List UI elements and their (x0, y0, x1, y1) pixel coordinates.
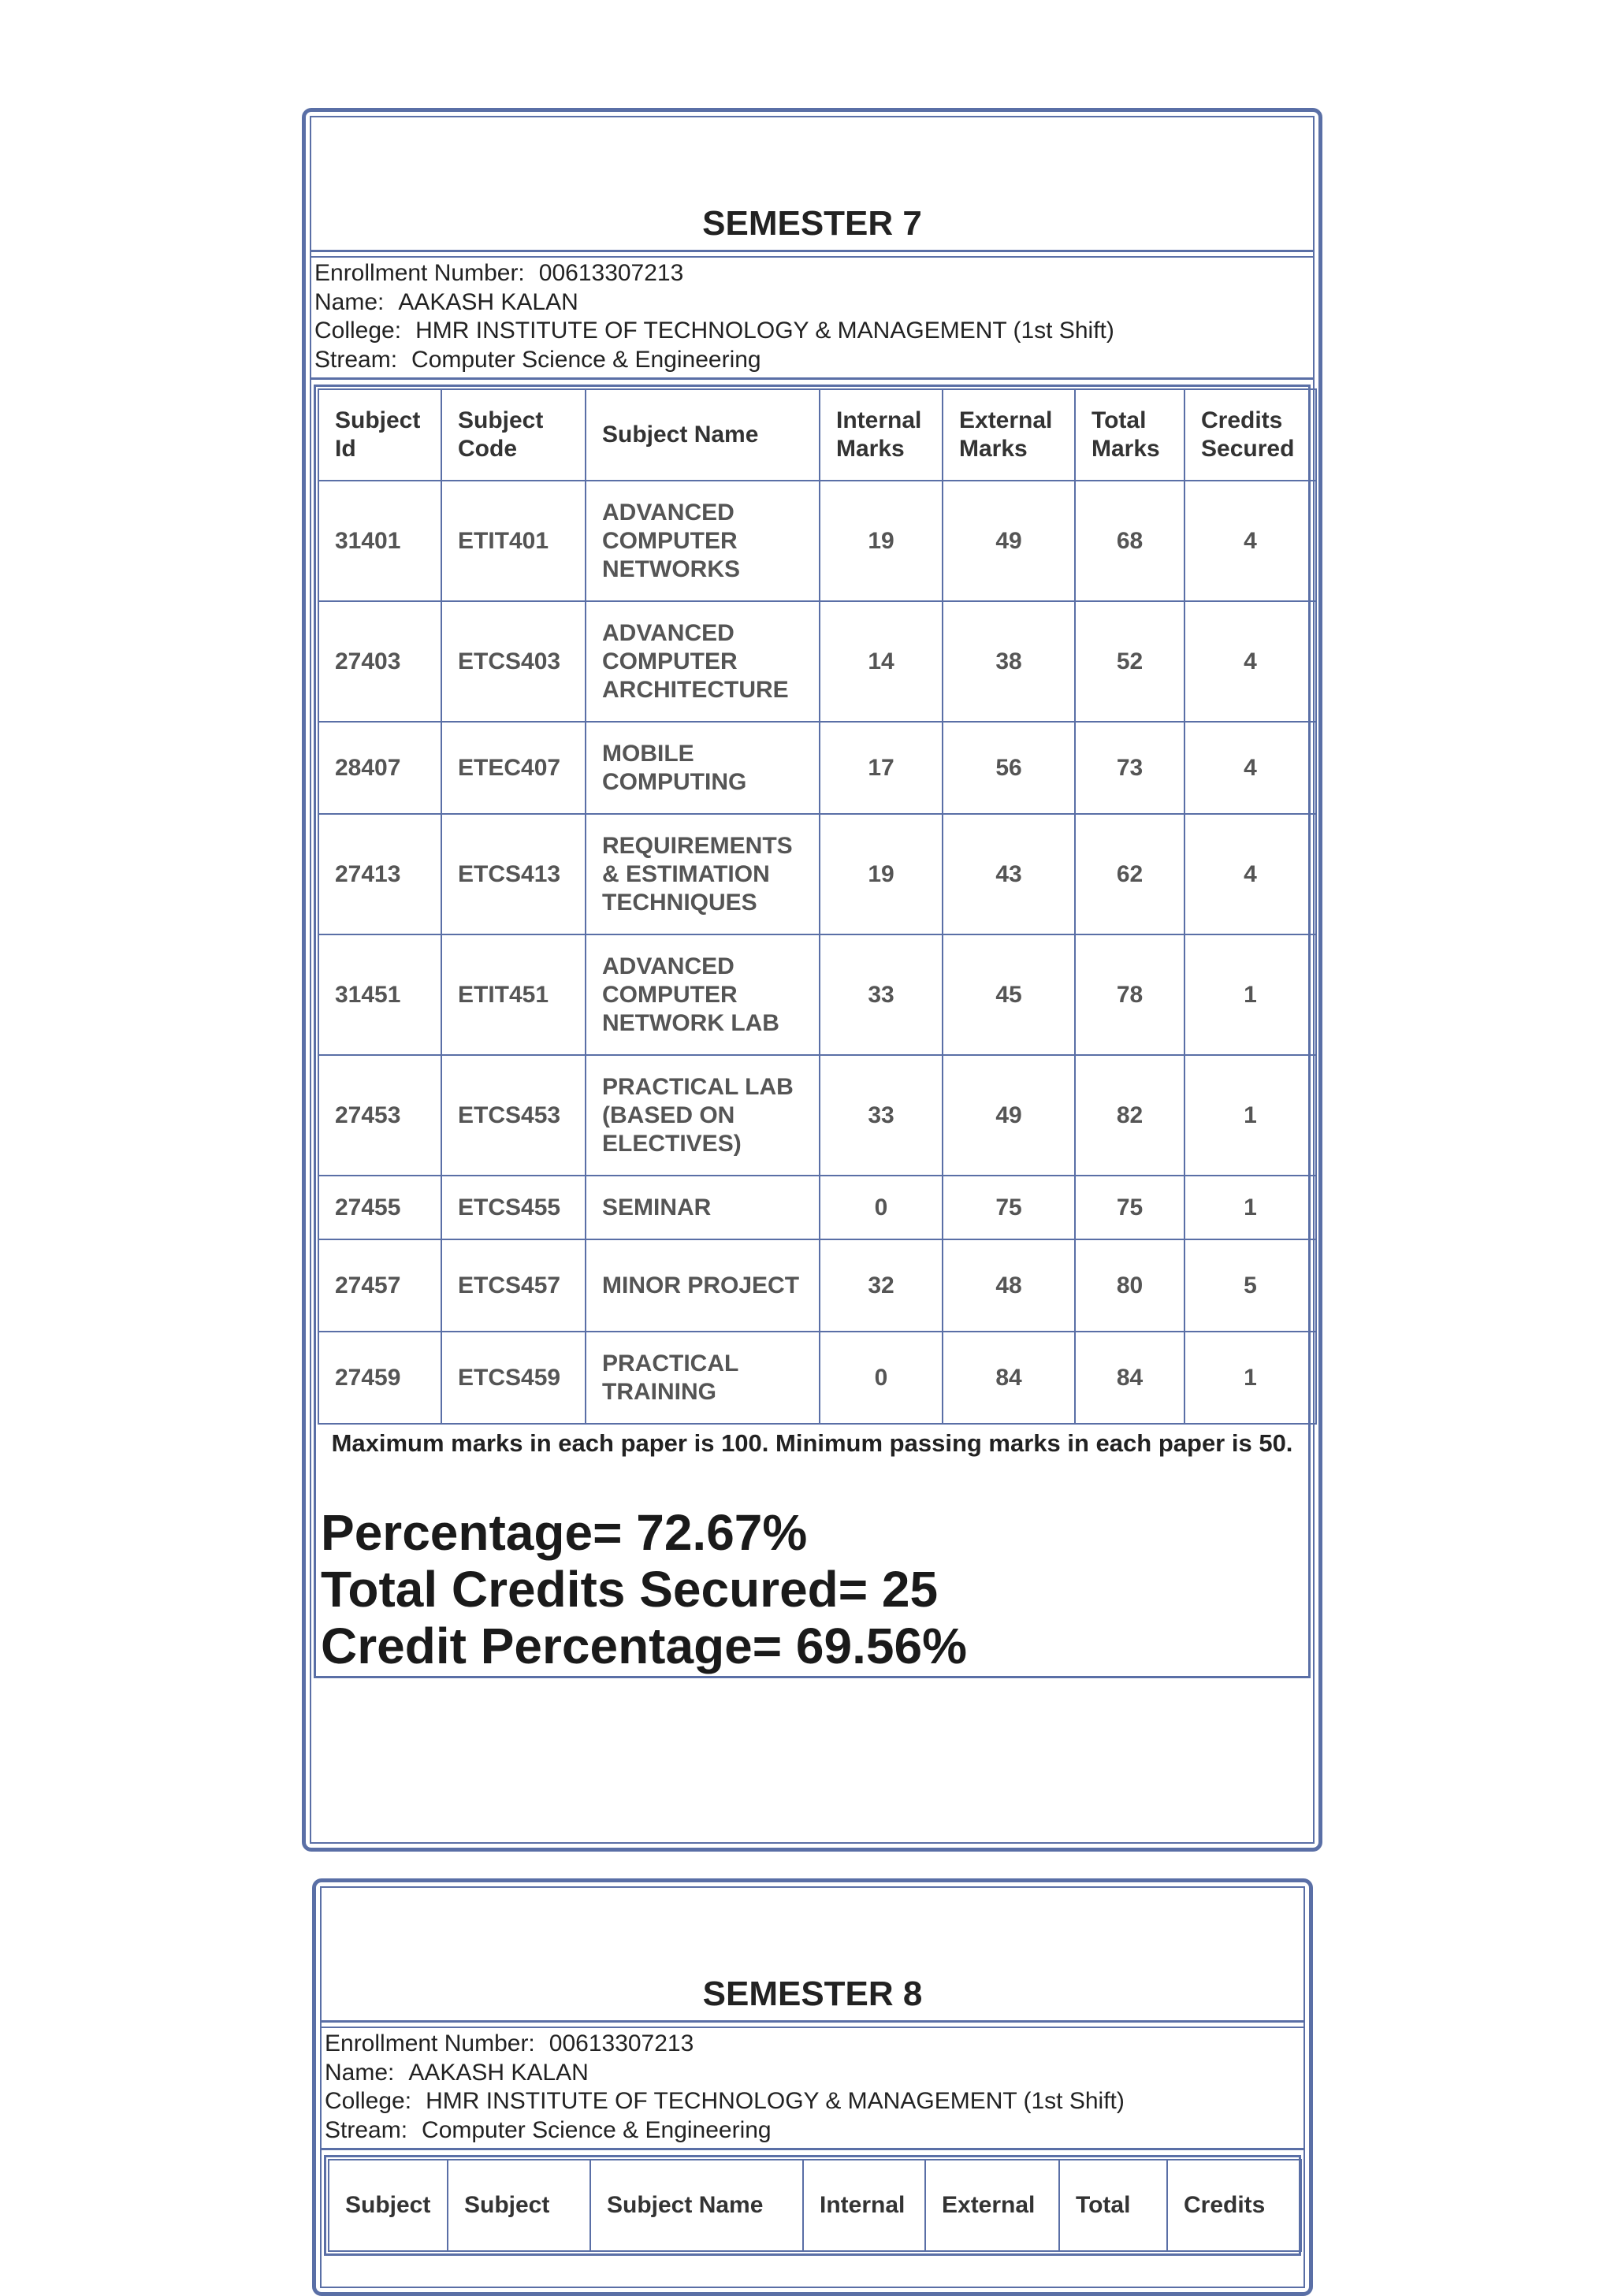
subject-code-cell: ETCS457 (441, 1239, 586, 1332)
header-external-marks: External Marks (943, 389, 1075, 481)
semester-title: SEMESTER 8 (702, 1975, 923, 2013)
subject-name-cell: ADVANCED COMPUTER NETWORKS (586, 481, 820, 601)
subject-name-cell: MOBILE COMPUTING (586, 722, 820, 814)
header-credits-secured: Credits Secured (1184, 389, 1316, 481)
internal-marks-cell: 19 (820, 814, 943, 934)
external-marks-cell: 56 (943, 722, 1075, 814)
college-label: College: (314, 318, 402, 344)
stream-line (314, 346, 1310, 375)
table-header-row (318, 389, 1316, 481)
name-value: AAKASH KALAN (398, 288, 578, 315)
subject-name-cell: SEMINAR (586, 1176, 820, 1239)
table-row (318, 1055, 1316, 1176)
external-marks-cell: 45 (943, 934, 1075, 1055)
student-info (322, 2027, 1303, 2150)
credits-secured-cell: 5 (1184, 1239, 1316, 1332)
marks-table (328, 2159, 1302, 2252)
name-value: AAKASH KALAN (408, 2059, 589, 2086)
enrollment-line (325, 2030, 1300, 2059)
external-marks-cell: 75 (943, 1176, 1075, 1239)
credits-secured-cell: 4 (1184, 481, 1316, 601)
header-internal-marks: Internal Marks (820, 389, 943, 481)
subject-code-cell: ETCS455 (441, 1176, 586, 1239)
subject-id-cell: 27457 (318, 1239, 441, 1332)
internal-marks-cell: 33 (820, 1055, 943, 1176)
subject-name-cell: ADVANCED COMPUTER ARCHITECTURE (586, 601, 820, 722)
marks-note: Maximum marks in each paper is 100. Minimum passing marks in each paper is 50. (331, 1429, 1293, 1457)
enrollment-value: 00613307213 (538, 260, 684, 286)
subject-code-cell: ETIT451 (441, 934, 586, 1055)
header-subject-name: Subject Name (586, 389, 820, 481)
stream-value: Computer Science & Engineering (411, 346, 761, 373)
credits-secured-cell: 1 (1184, 1332, 1316, 1424)
subject-id-cell: 28407 (318, 722, 441, 814)
total-marks-cell: 78 (1075, 934, 1184, 1055)
credits-secured-cell: 4 (1184, 814, 1316, 934)
credits-secured-cell: 1 (1184, 934, 1316, 1055)
table-row (318, 934, 1316, 1055)
name-line (314, 288, 1310, 318)
semester-7-card (302, 108, 1322, 1852)
name-line (325, 2059, 1300, 2088)
header-subject-id: Subject Id (318, 389, 441, 481)
enrollment-line (314, 259, 1310, 288)
subject-id-cell: 27455 (318, 1176, 441, 1239)
external-marks-cell: 38 (943, 601, 1075, 722)
subject-id-cell: 31451 (318, 934, 441, 1055)
subject-id-cell: 31401 (318, 481, 441, 601)
semester-8-panel (320, 1886, 1305, 2288)
internal-marks-cell: 14 (820, 601, 943, 722)
subject-name-cell: PRACTICAL LAB (BASED ON ELECTIVES) (586, 1055, 820, 1176)
total-marks-cell: 62 (1075, 814, 1184, 934)
header-internal-marks: Internal (803, 2160, 925, 2251)
semester-7-title-box (311, 117, 1313, 252)
subject-code-cell: ETCS453 (441, 1055, 586, 1176)
external-marks-cell: 49 (943, 1055, 1075, 1176)
subject-id-cell: 27459 (318, 1332, 441, 1424)
header-external-marks: External (925, 2160, 1059, 2251)
header-subject-name: Subject Name (590, 2160, 803, 2251)
enrollment-value: 00613307213 (549, 2030, 694, 2056)
total-marks-cell: 68 (1075, 481, 1184, 601)
internal-marks-cell: 33 (820, 934, 943, 1055)
total-marks-cell: 75 (1075, 1176, 1184, 1239)
subject-code-cell: ETIT401 (441, 481, 586, 601)
internal-marks-cell: 0 (820, 1332, 943, 1424)
semester-8-title-box (322, 1888, 1303, 2023)
semester-7-panel (310, 116, 1315, 1844)
total-marks-cell: 84 (1075, 1332, 1184, 1424)
header-total-marks: Total (1059, 2160, 1167, 2251)
internal-marks-cell: 0 (820, 1176, 943, 1239)
table-row (318, 1239, 1316, 1332)
credits-secured-cell: 4 (1184, 722, 1316, 814)
table-row (318, 722, 1316, 814)
total-marks-cell: 82 (1075, 1055, 1184, 1176)
header-subject-code: Subject Code (441, 389, 586, 481)
enrollment-label: Enrollment Number: (314, 260, 525, 286)
subject-code-cell: ETEC407 (441, 722, 586, 814)
college-value: HMR INSTITUTE OF TECHNOLOGY & MANAGEMENT (1st Shift) (426, 2088, 1125, 2114)
subject-id-cell: 27403 (318, 601, 441, 722)
credits-secured-cell: 1 (1184, 1176, 1316, 1239)
stream-label: Stream: (325, 2116, 408, 2143)
subject-code-cell: ETCS413 (441, 814, 586, 934)
college-value: HMR INSTITUTE OF TECHNOLOGY & MANAGEMENT (1st Shift) (415, 318, 1114, 344)
percentage: Percentage= 72.67% (321, 1504, 808, 1561)
marks-table (318, 388, 1317, 1425)
subject-code-cell: ETCS403 (441, 601, 586, 722)
stream-line (325, 2116, 1300, 2146)
student-info (311, 256, 1313, 380)
stream-value: Computer Science & Engineering (422, 2116, 772, 2143)
subject-name-cell: MINOR PROJECT (586, 1239, 820, 1332)
total-credits-secured: Total Credits Secured= 25 (321, 1561, 939, 1618)
enrollment-label: Enrollment Number: (325, 2030, 535, 2056)
table-row (318, 1176, 1316, 1239)
subject-code-cell: ETCS459 (441, 1332, 586, 1424)
header-subject-id: Subject (329, 2160, 448, 2251)
external-marks-cell: 48 (943, 1239, 1075, 1332)
marks-table-frame (324, 2155, 1301, 2256)
header-subject-code: Subject (448, 2160, 590, 2251)
total-marks-cell: 52 (1075, 601, 1184, 722)
internal-marks-cell: 19 (820, 481, 943, 601)
credit-percentage: Credit Percentage= 69.56% (321, 1618, 967, 1674)
college-line (325, 2087, 1300, 2116)
table-row (318, 1332, 1316, 1424)
table-row (318, 814, 1316, 934)
header-total-marks: Total Marks (1075, 389, 1184, 481)
external-marks-cell: 84 (943, 1332, 1075, 1424)
subject-name-cell: PRACTICAL TRAINING (586, 1332, 820, 1424)
credits-secured-cell: 1 (1184, 1055, 1316, 1176)
table-row (318, 481, 1316, 601)
external-marks-cell: 43 (943, 814, 1075, 934)
semester-title: SEMESTER 7 (702, 204, 922, 243)
credits-secured-cell: 4 (1184, 601, 1316, 722)
subject-name-cell: REQUIREMENTS & ESTIMATION TECHNIQUES (586, 814, 820, 934)
semester-8-card (312, 1878, 1313, 2296)
table-row (318, 601, 1316, 722)
stream-label: Stream: (314, 346, 398, 373)
college-line (314, 317, 1310, 346)
internal-marks-cell: 17 (820, 722, 943, 814)
external-marks-cell: 49 (943, 481, 1075, 601)
subject-name-cell: ADVANCED COMPUTER NETWORK LAB (586, 934, 820, 1055)
college-label: College: (325, 2088, 412, 2114)
marks-table-frame (314, 385, 1311, 1678)
subject-id-cell: 27453 (318, 1055, 441, 1176)
internal-marks-cell: 32 (820, 1239, 943, 1332)
name-label: Name: (325, 2059, 395, 2086)
result-summary (318, 1504, 1307, 1674)
subject-id-cell: 27413 (318, 814, 441, 934)
total-marks-cell: 73 (1075, 722, 1184, 814)
total-marks-cell: 80 (1075, 1239, 1184, 1332)
name-label: Name: (314, 288, 385, 315)
table-header-row (329, 2160, 1301, 2251)
header-credits-secured: Credits (1167, 2160, 1301, 2251)
